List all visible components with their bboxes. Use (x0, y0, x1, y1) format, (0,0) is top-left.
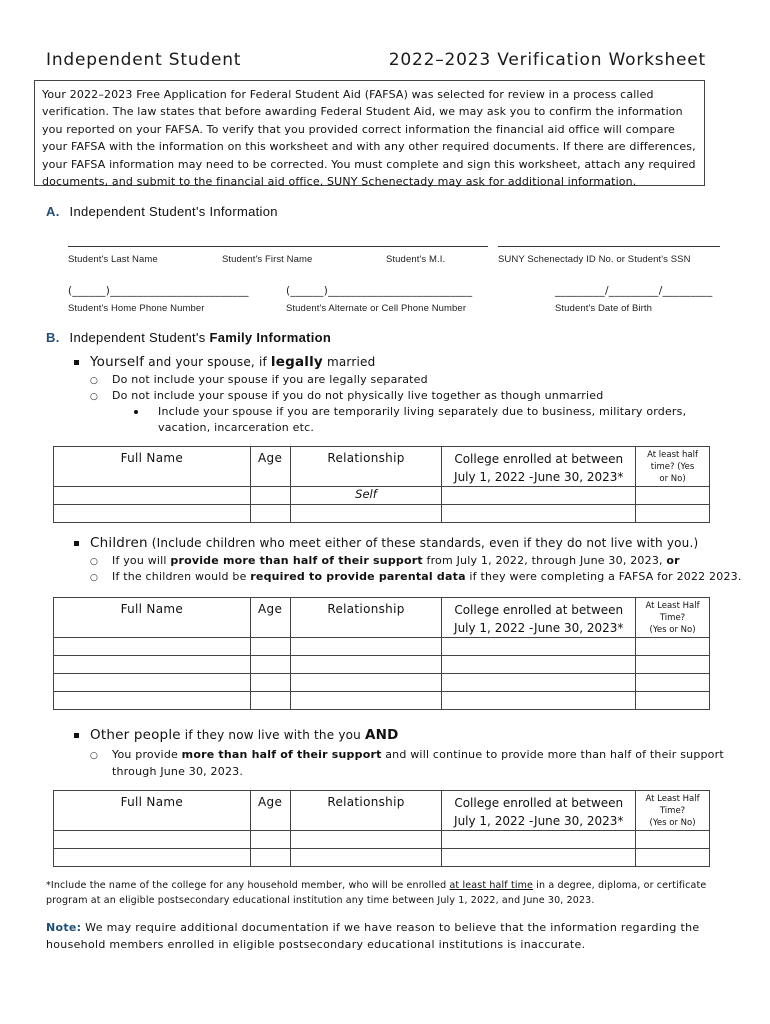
date-of-birth-caption: Student's Date of Birth (555, 303, 653, 314)
col-half-l2: Time? (659, 806, 686, 816)
legally-bold: legally (270, 354, 323, 370)
col-college (442, 598, 636, 638)
table-cell[interactable] (442, 674, 636, 692)
table-cell[interactable] (442, 656, 636, 674)
col-half-l1: At Least Half (645, 794, 700, 804)
col-half-l3: (Yes or No) (649, 818, 696, 828)
col-college-l1: College enrolled at between (454, 452, 624, 466)
yourself-sub-1 (90, 372, 428, 390)
table-cell[interactable] (636, 849, 710, 867)
children-s2-a: If the children would be (112, 570, 251, 583)
table-cell[interactable] (636, 487, 710, 505)
note-label: Note: (46, 921, 82, 934)
yourself-sub-2 (90, 388, 603, 406)
children-s1-a: If you will (112, 554, 171, 567)
footnote-underlined: at least half time (449, 880, 534, 891)
square-bullet-icon (74, 360, 79, 365)
intro-paragraph-box: Your 2022–2023 Free Application for Federal Student Aid (FAFSA) was selected for review in a process called verification. The law states that before awarding Federal Student Aid, we may ask you to confirm the information you reported on your FAFSA. To verify that you provided correct information the financial aid office will compare your FAFSA with the information on this worksheet and with any other required documents. If there are differences, your FAFSA information may need to be corrected. You must complete and sign this worksheet, attach any required documents, and submit to the financial aid office. SUNY Schenectady may ask for additional information. (34, 80, 705, 186)
table-cell[interactable] (250, 849, 290, 867)
table-cell[interactable] (290, 505, 442, 523)
student-id-caption: SUNY Schenectady ID No. or Student's SSN (498, 254, 691, 265)
col-half-time (636, 791, 710, 831)
others-s1-b: more than half of their support (181, 748, 382, 761)
note-line-1: We may require additional documentation if we have reason to believe that the information regarding the (81, 921, 700, 934)
alt-phone-caption: Student's Alternate or Cell Phone Number (286, 303, 467, 314)
yourself-sub-3-cont: vacation, incarceration etc. (158, 421, 315, 434)
section-a-letter: A. (46, 204, 60, 219)
table-cell[interactable] (636, 692, 710, 710)
table-cell[interactable] (636, 505, 710, 523)
children-text: (Include children who meet either of these standards, even if they do not live with you.) (147, 536, 699, 550)
col-relationship: Relationship (290, 598, 442, 638)
children-s1-c: from July 1, 2022, through June 30, 2023, (422, 554, 667, 567)
children-bullet (74, 535, 698, 551)
section-b-letter: B. (46, 330, 60, 345)
table-cell[interactable] (250, 692, 290, 710)
section-b-title (46, 330, 331, 345)
col-half-time (636, 598, 710, 638)
table-cell[interactable] (442, 638, 636, 656)
table-cell[interactable] (636, 638, 710, 656)
footnote-b: in a degree, diploma, or certificate (533, 880, 707, 891)
table-cell[interactable] (442, 487, 636, 505)
table-cell[interactable] (636, 674, 710, 692)
others-s1-c: and will continue to provide more than half of their support (381, 748, 724, 761)
section-a-heading: Independent Student's Information (69, 204, 278, 219)
circle-bullet-icon: ○ (90, 392, 99, 402)
circle-bullet-icon: ○ (90, 751, 99, 761)
col-full-name: Full Name (54, 447, 251, 487)
table-cell[interactable] (290, 692, 442, 710)
children-s1-b: provide more than half of their support (170, 554, 423, 567)
col-college (442, 447, 636, 487)
table-cell[interactable] (54, 692, 251, 710)
other-people-table (53, 790, 710, 867)
children-table (53, 597, 710, 710)
yourself-text-end: married (322, 355, 376, 369)
table-cell[interactable] (636, 656, 710, 674)
home-phone-caption: Student's Home Phone Number (68, 303, 205, 314)
table-cell[interactable] (250, 638, 290, 656)
table-cell[interactable] (250, 831, 290, 849)
table-cell[interactable] (442, 831, 636, 849)
others-lead: Other people (90, 727, 181, 743)
worksheet-type-heading: Independent Student (46, 50, 242, 70)
section-b-heading-a: Independent Student's (69, 330, 210, 345)
table-cell[interactable] (54, 674, 251, 692)
col-college-l2: July 1, 2022 -June 30, 2023* (454, 814, 624, 828)
yourself-household-table (53, 446, 710, 523)
col-age: Age (250, 791, 290, 831)
children-s2-b: required to provide parental data (250, 570, 466, 583)
col-age: Age (250, 447, 290, 487)
col-half-l3: (Yes or No) (649, 625, 696, 635)
col-college-l1: College enrolled at between (454, 603, 624, 617)
table-cell[interactable] (290, 638, 442, 656)
first-name-caption: Student's First Name (222, 254, 313, 265)
table-cell[interactable] (290, 831, 442, 849)
col-half-l1: At least half (647, 450, 698, 460)
alt-phone-field[interactable]: (______)__________________________ (286, 285, 473, 297)
footnote (46, 878, 736, 908)
table-cell[interactable] (442, 692, 636, 710)
section-b-heading-b: Family Information (209, 330, 332, 345)
table-cell[interactable] (54, 487, 251, 505)
dot-bullet-icon (134, 410, 138, 414)
yourself-sub-3 (134, 404, 686, 421)
circle-bullet-icon: ○ (90, 573, 99, 583)
children-lead: Children (90, 535, 148, 551)
table-cell[interactable] (290, 674, 442, 692)
yourself-bullet (74, 354, 375, 370)
table-cell[interactable] (54, 656, 251, 674)
circle-bullet-icon: ○ (90, 376, 99, 386)
col-full-name: Full Name (54, 791, 251, 831)
children-s2-c: if they were completing a FAFSA for 2022 2023. (465, 570, 742, 583)
table-cell[interactable] (250, 505, 290, 523)
table-cell[interactable] (250, 487, 290, 505)
yourself-text: and your spouse, if (144, 355, 271, 369)
table-cell[interactable] (54, 849, 251, 867)
yourself-sub-1-text: Do not include your spouse if you are legally separated (112, 373, 428, 386)
table-cell[interactable] (290, 656, 442, 674)
middle-initial-caption: Student's M.I. (386, 254, 446, 265)
footnote-a: *Include the name of the college for any household member, who will be enrolled (46, 880, 450, 891)
square-bullet-icon (74, 541, 79, 546)
square-bullet-icon (74, 733, 79, 738)
self-label: Self (355, 487, 377, 501)
col-half-l2: Time? (659, 613, 686, 623)
table-cell[interactable] (442, 505, 636, 523)
last-name-caption: Student's Last Name (68, 254, 158, 265)
others-text: if they now live with the you (180, 728, 365, 742)
id-field-line[interactable] (498, 246, 720, 247)
table-cell[interactable] (290, 849, 442, 867)
circle-bullet-icon: ○ (90, 557, 99, 567)
other-people-bullet (74, 727, 399, 743)
note-paragraph (46, 919, 736, 953)
table-cell[interactable] (54, 638, 251, 656)
others-and: AND (364, 727, 399, 743)
col-half-l3: or No) (659, 474, 686, 484)
date-of-birth-field[interactable]: _________/_________/_________ (555, 285, 713, 297)
table-cell[interactable] (250, 656, 290, 674)
col-full-name: Full Name (54, 598, 251, 638)
others-sub-1-cont: through June 30, 2023. (112, 765, 244, 778)
others-s1-a: You provide (112, 748, 182, 761)
others-sub-1 (90, 747, 724, 765)
worksheet-year-title: 2022–2023 Verification Worksheet (388, 50, 706, 70)
col-college (442, 791, 636, 831)
col-age: Age (250, 598, 290, 638)
yourself-sub-3-line1: Include your spouse if you are temporarily living separately due to business, military orders, (158, 405, 687, 418)
col-half-time (636, 447, 710, 487)
yourself-lead: Yourself (90, 354, 145, 370)
home-phone-field[interactable]: (______)_________________________ (68, 285, 249, 297)
col-relationship: Relationship (290, 791, 442, 831)
children-s1-or: or (666, 554, 680, 567)
col-half-l1: At Least Half (645, 601, 700, 611)
yourself-sub-2-text: Do not include your spouse if you do not physically live together as though unmarried (112, 389, 604, 402)
table-cell[interactable] (54, 831, 251, 849)
table-cell[interactable] (54, 505, 251, 523)
col-relationship: Relationship (290, 447, 442, 487)
footnote-c: program at an eligible postsecondary educational institution any time between July 1, 2022, and June 30, 2023. (46, 895, 595, 906)
col-college-l2: July 1, 2022 -June 30, 2023* (454, 470, 624, 484)
note-line-2: household members enrolled in eligible postsecondary educational institutions is inaccurate. (46, 938, 586, 951)
self-cell (290, 487, 442, 505)
col-college-l2: July 1, 2022 -June 30, 2023* (454, 621, 624, 635)
table-cell[interactable] (442, 849, 636, 867)
col-half-l2: time? (Yes (650, 462, 695, 472)
table-cell[interactable] (636, 831, 710, 849)
section-a-title (46, 204, 278, 219)
name-fields-line[interactable] (68, 246, 488, 247)
children-sub-2 (90, 569, 742, 587)
col-college-l1: College enrolled at between (454, 796, 624, 810)
table-cell[interactable] (250, 674, 290, 692)
children-sub-1 (90, 553, 680, 571)
